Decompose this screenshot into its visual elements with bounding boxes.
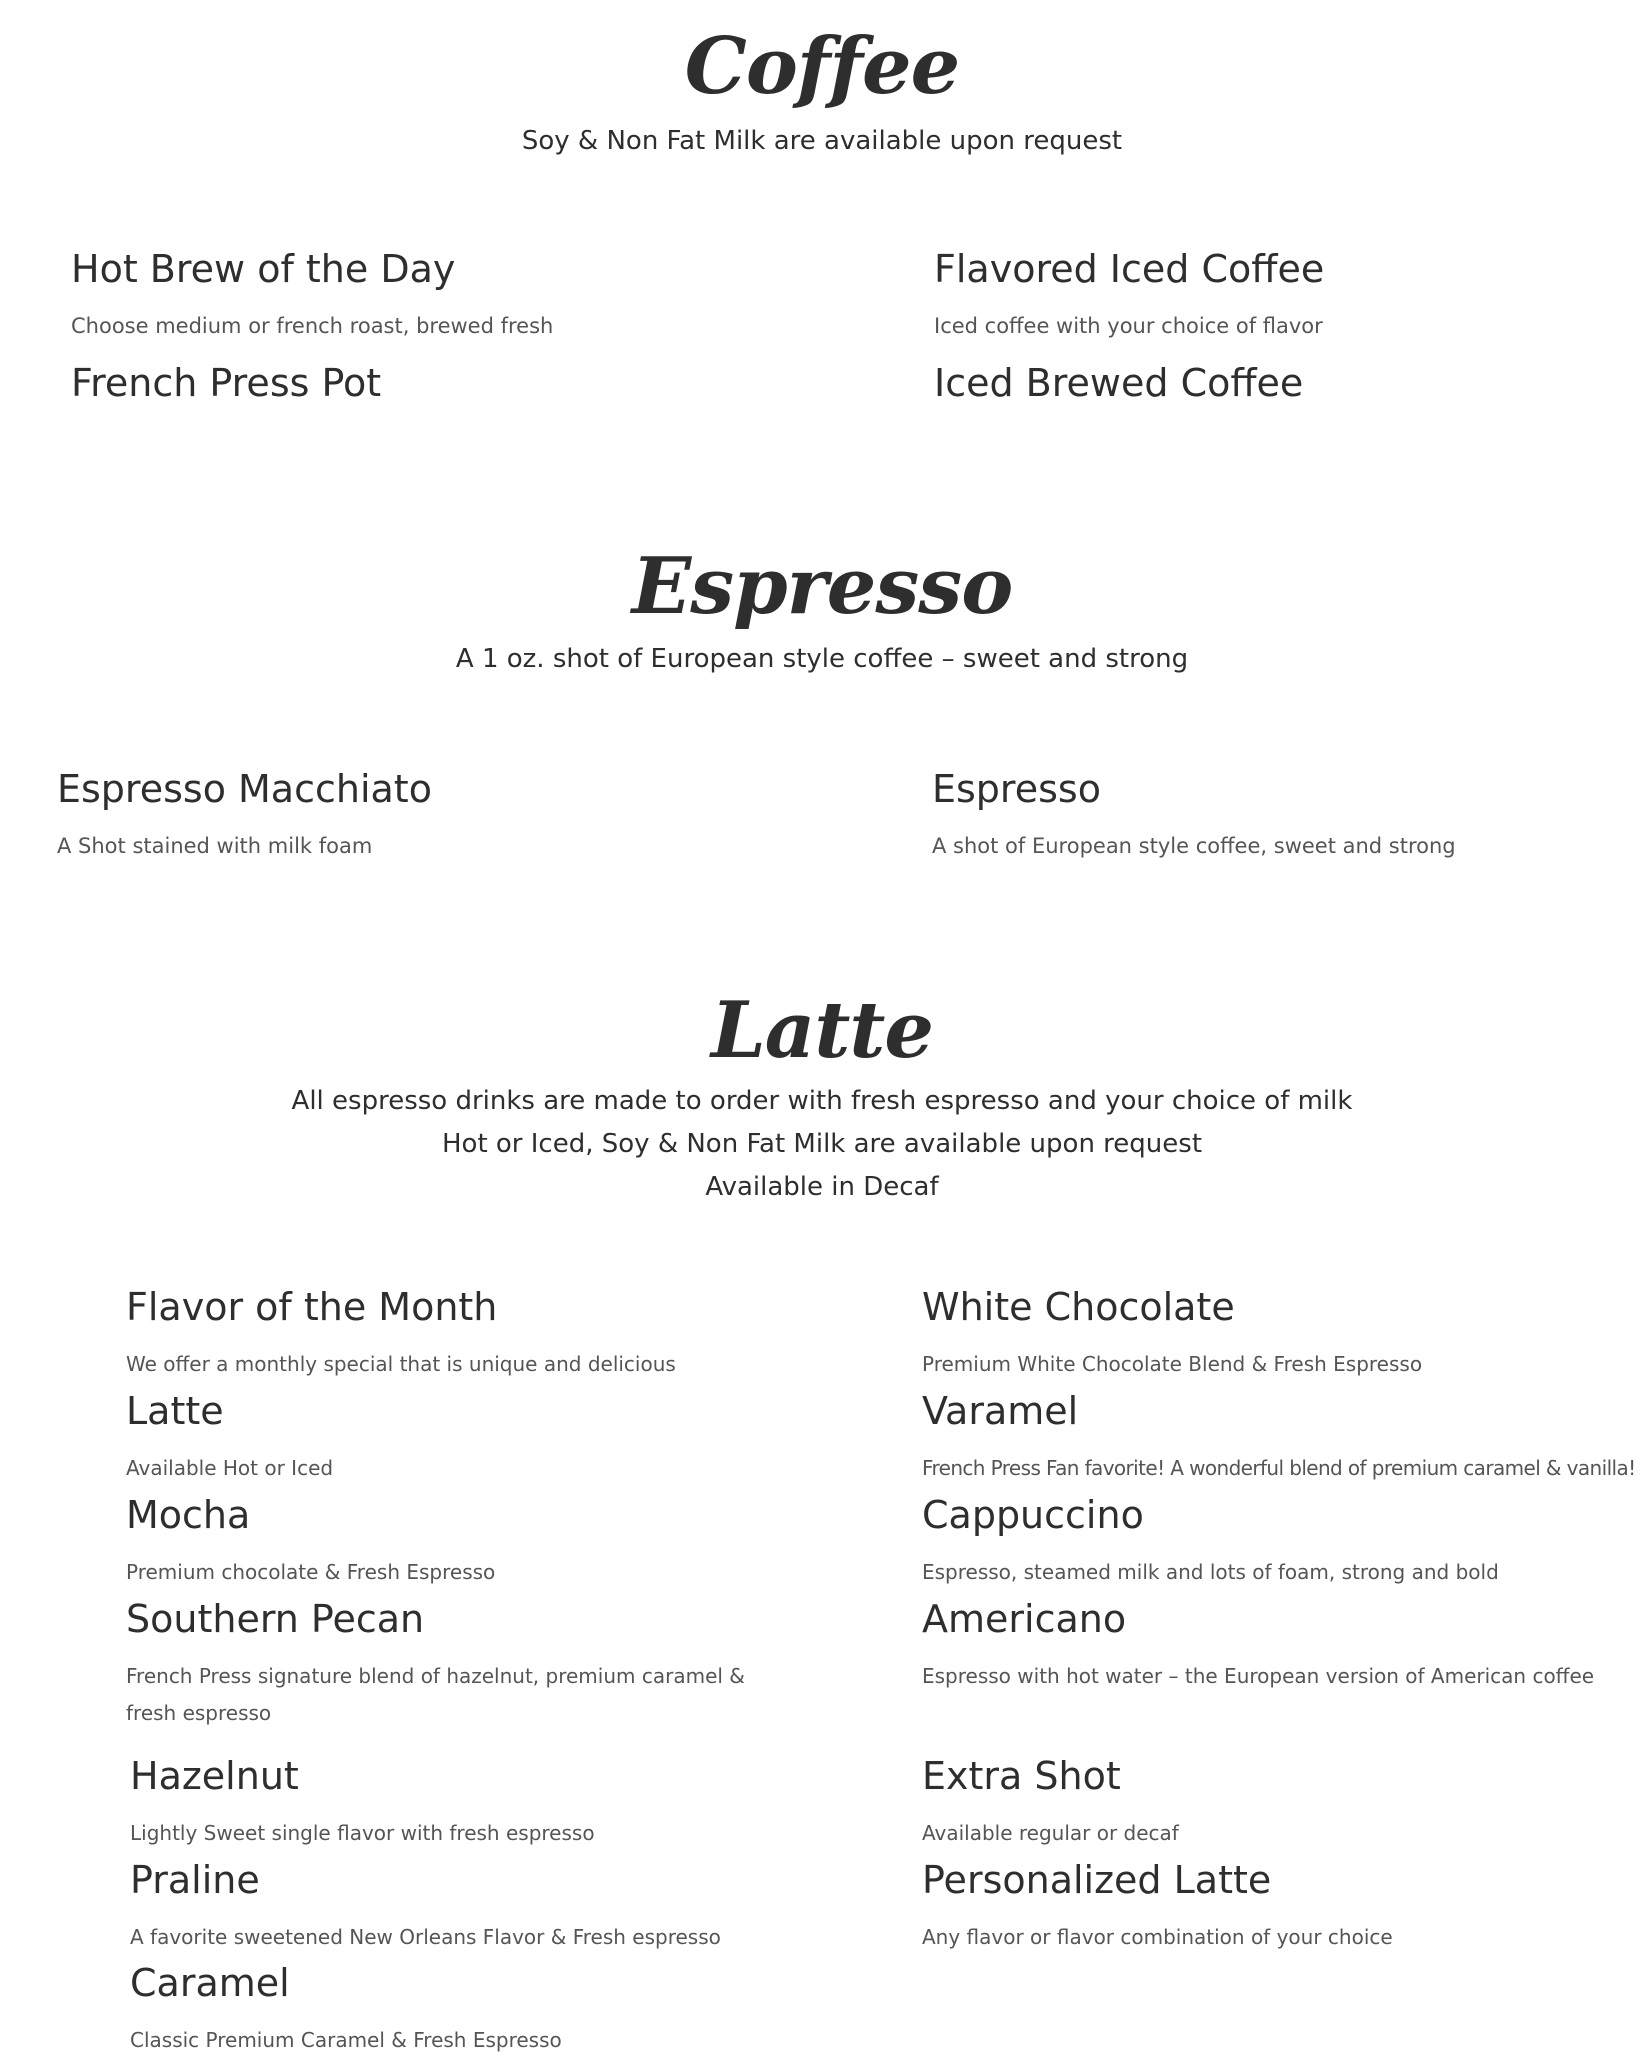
menu-item [922,1285,1632,1383]
item-name: Praline [130,1858,260,1902]
menu-item [922,1597,1632,1695]
item-description: We offer a monthly special that is unique and delicious [126,1352,676,1376]
item-description: Lightly Sweet single flavor with fresh espresso [130,1821,595,1845]
menu-item [922,1493,1632,1591]
menu-item [130,1858,830,1956]
item-name: Espresso [932,767,1101,811]
item-name: Caramel [130,1961,290,2005]
item-name: Flavored Iced Coffee [934,247,1325,291]
item-description: Espresso with hot water – the European version of American coffee [922,1664,1595,1688]
item-name: Personalized Latte [922,1858,1272,1902]
menu-item [932,767,1622,865]
espresso-note: A 1 oz. shot of European style coffee – sweet and strong [455,644,1189,674]
item-name: French Press Pot [71,361,382,405]
espresso-heading: Espresso [631,541,1013,632]
menu-item [922,1754,1632,1852]
item-name: Varamel [922,1389,1079,1433]
menu-item [126,1389,826,1487]
item-description: Available regular or decaf [922,1821,1179,1845]
item-name: Flavor of the Month [126,1285,498,1329]
item-name: Extra Shot [922,1754,1121,1798]
item-name: Cappuccino [922,1493,1144,1537]
item-description: Available Hot or Iced [126,1456,334,1480]
item-name: Americano [922,1597,1127,1641]
menu-item [922,1389,1636,1487]
menu-item [130,1961,830,2059]
menu-item [71,361,831,405]
menu-item [126,1493,826,1591]
menu-item [934,247,1614,345]
coffee-note: Soy & Non Fat Milk are available upon request [521,126,1123,156]
item-description: A favorite sweetened New Orleans Flavor & Fresh espresso [130,1925,721,1949]
item-description: Premium chocolate & Fresh Espresso [126,1560,496,1584]
menu-item [934,361,1614,405]
latte-heading: Latte [710,985,934,1076]
item-description: French Press signature blend of hazelnut, premium caramel & fresh espresso [126,1664,745,1725]
menu-item [126,1285,826,1383]
latte-note: Hot or Iced, Soy & Non Fat Milk are available upon request [441,1129,1203,1159]
latte-note: All espresso drinks are made to order with fresh espresso and your choice of milk [291,1086,1353,1116]
coffee-heading: Coffee [684,21,960,112]
item-description: A Shot stained with milk foam [57,834,373,858]
item-name: Iced Brewed Coffee [934,361,1304,405]
item-name: Mocha [126,1493,251,1537]
item-description: Classic Premium Caramel & Fresh Espresso [130,2028,562,2052]
item-description: Premium White Chocolate Blend & Fresh Espresso [922,1352,1423,1376]
item-description: Any flavor or flavor combination of your choice [922,1925,1393,1949]
item-name: Southern Pecan [126,1597,425,1641]
menu-item [126,1597,766,1732]
item-name: Hot Brew of the Day [71,247,456,291]
item-description: Espresso, steamed milk and lots of foam, strong and bold [922,1560,1499,1584]
item-name: Espresso Macchiato [57,767,432,811]
item-name: White Chocolate [922,1285,1235,1329]
item-description: Choose medium or french roast, brewed fresh [71,314,554,338]
menu-item [130,1754,830,1852]
item-name: Hazelnut [130,1754,299,1798]
item-name: Latte [126,1389,224,1433]
menu-item [57,767,877,865]
menu-item [71,247,831,345]
item-description: A shot of European style coffee, sweet and strong [932,834,1456,858]
latte-note: Available in Decaf [705,1172,939,1202]
item-description: Iced coffee with your choice of flavor [934,314,1323,338]
menu-item [922,1858,1632,1956]
item-description: French Press Fan favorite! A wonderful blend of premium caramel & vanilla! [922,1456,1636,1480]
